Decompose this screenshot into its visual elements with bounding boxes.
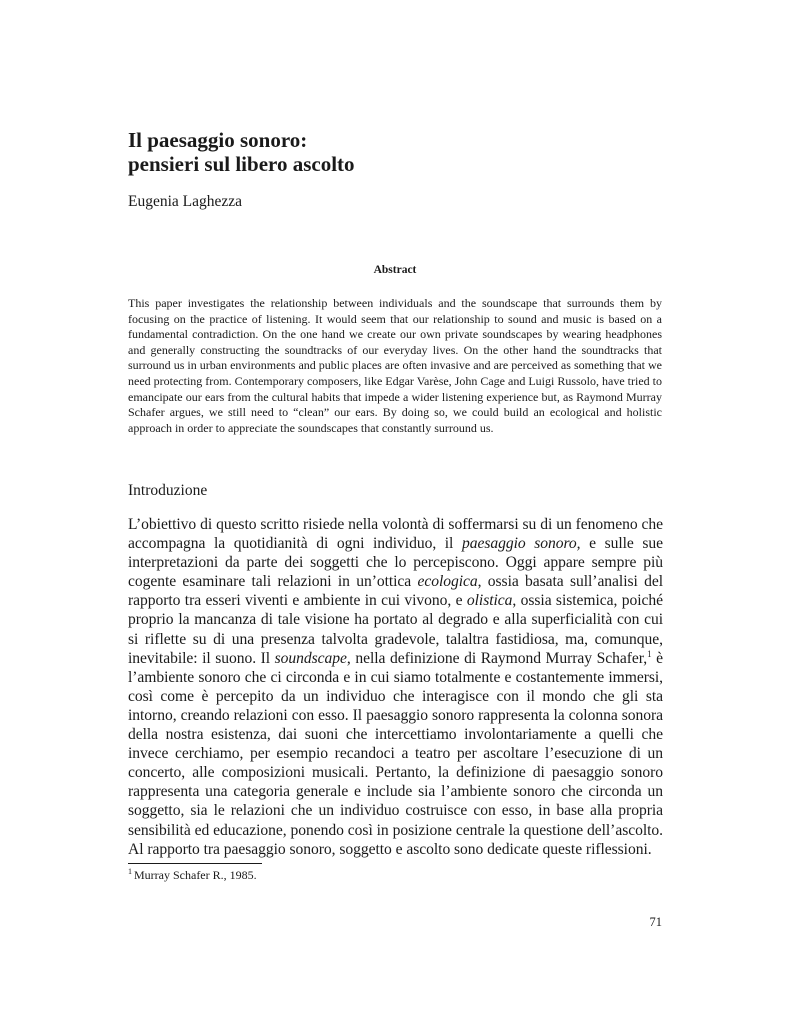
intro-text-4: , ossia sistemica, poiché proprio la mancanza di tale visione ha portato al degrado e alla superficialità con cui si riflette su di una presenza talvolta gradevole, talaltra fastidiosa, ma, comunque, inevitabile: il suono. Il xyxy=(128,592,663,667)
title-line-2: pensieri sul libero ascolto xyxy=(128,152,355,176)
footnote-reference[interactable]: 1 xyxy=(647,648,652,659)
intro-text-2: e sulle sue interpretazioni da parte dei soggetti che lo percepiscono. Oggi appare sempre più cogente esaminare tali relazioni in un’ottica xyxy=(128,535,664,591)
section-heading-introduzione: Introduzione xyxy=(128,482,208,499)
intro-text-5: , nella definizione di Raymond Murray Schafer, xyxy=(346,649,648,667)
intro-text-6: è l’ambiente sonoro che ci circonda e in cui siamo totalmente e costantemente immersi, così come è percepito da un individuo che interagisce con il mondo che gli sta intorno, creando relazioni con esso. Il paesaggio sonoro rappresenta la colonna sonora della nostra esistenza, dai suoni che intercettiamo involontariamente a quelli che invece cerchiamo, per esempio recandoci a teatro per ascoltare l’esecuzione di un concerto, alle composizioni musicali. Pertanto, la definizione di paesaggio sonoro rappresenta una categoria generale e include sia l’ambiente sonoro che circonda un soggetto, sia le relazioni che un individuo costruisce con esso, in base alla propria sensibilità ed educazione, ponendo così in posizione centrale la questione dell’ascolto. Al rapporto tra paesaggio sonoro, soggetto e ascolto sono dedicate queste riflessioni. xyxy=(128,649,663,858)
intro-text-1: L’obiettivo di questo scritto risiede nella volontà di soffermarsi su di un fenomeno che accompagna la quotidianità di ogni individuo, il xyxy=(128,516,663,553)
author-name: Eugenia Laghezza xyxy=(128,193,243,210)
footnote-divider xyxy=(128,863,262,864)
intro-text-3: , ossia basata sull’analisi del rapporto tra esseri viventi e ambiente in cui vivono, e xyxy=(128,573,663,610)
intro-italic-soundscape: soundscape xyxy=(274,649,347,667)
abstract-text: This paper investigates the relationship between individuals and the soundscape that surrounds them by focusing on the practice of listening. It would seem that our relationship to sound and music is based on a fundamental contradiction. On the one hand we create our own private soundscapes by wearing headphones and generally constructing the soundtracks of our everyday lives. On the other hand the soundtracks that surround us in urban environments and public places are often invasive and are perceived as something that we need protecting from. Contemporary composers, like Edgar Varèse, John Cage and Luigi Russolo, have tried to emancipate our ears from the cultural habits that impede a wider listening experience but, as Raymond Murray Schafer argues, we still need to “clean” our ears. By doing so, we could build an ecological and holistic approach in order to appreciate the soundscapes that constantly surround us. xyxy=(128,296,662,435)
article-title xyxy=(128,128,668,176)
footnote-number: 1 xyxy=(128,867,132,876)
footnote xyxy=(128,868,257,883)
intro-italic-olistica: olistica xyxy=(466,592,513,610)
abstract-heading: Abstract xyxy=(373,264,417,276)
introduction-paragraph xyxy=(128,515,663,859)
footnote-text: Murray Schafer R., 1985. xyxy=(134,868,257,882)
intro-italic-ecologica: ecologica xyxy=(417,573,478,591)
title-line-1: Il paesaggio sonoro: xyxy=(128,128,308,152)
page-number: 71 xyxy=(649,915,662,929)
intro-italic-paesaggio-sonoro: paesaggio sonoro, xyxy=(461,535,581,553)
